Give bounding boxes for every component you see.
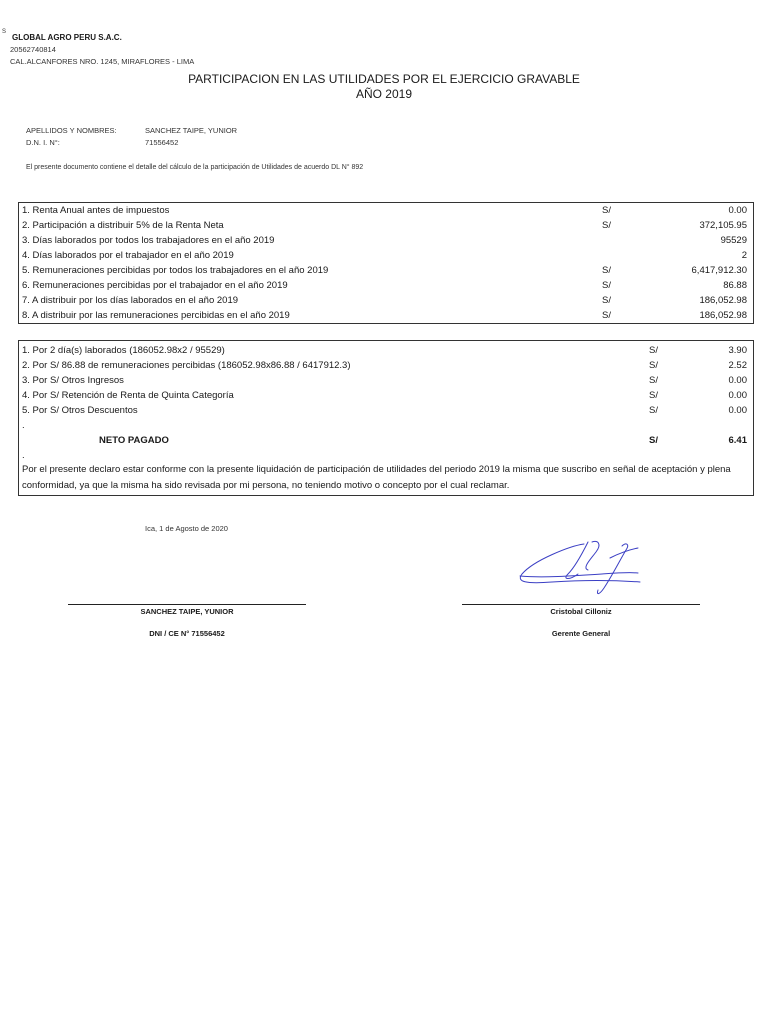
row-value: 0.00 xyxy=(728,390,747,401)
spacer-mark xyxy=(19,448,753,463)
row-value: 6,417,912.30 xyxy=(691,265,747,276)
row-currency: S/ xyxy=(649,390,658,401)
row-currency: S/ xyxy=(602,295,611,306)
date-line: Ica, 1 de Agosto de 2020 xyxy=(145,524,228,533)
row-currency: S/ xyxy=(602,265,611,276)
table-row xyxy=(19,403,753,418)
row-currency: S/ xyxy=(649,405,658,416)
row-label: 2. Participación a distribuir 5% de la Renta Neta xyxy=(22,220,224,231)
table-row xyxy=(19,278,753,293)
employee-name-label: APELLIDOS Y NOMBRES: xyxy=(26,126,117,135)
employee-name-value: SANCHEZ TAIPE, YUNIOR xyxy=(145,126,238,135)
employee-dni-label: D.N. I. N°: xyxy=(26,138,60,147)
net-paid-label: NETO PAGADO xyxy=(99,435,169,446)
row-currency: S/ xyxy=(649,360,658,371)
row-value: 0.00 xyxy=(728,205,747,216)
net-paid-value: 6.41 xyxy=(728,435,747,446)
dot-mark: . xyxy=(22,420,25,431)
worker-id: DNI / CE N° 71556452 xyxy=(149,629,225,638)
row-currency: S/ xyxy=(649,375,658,386)
row-label: 5. Remuneraciones percibidas por todos los trabajadores en el año 2019 xyxy=(22,265,329,276)
row-value: 95529 xyxy=(720,235,747,246)
table-row xyxy=(19,203,753,218)
row-label: 3. Días laborados por todos los trabajadores en el año 2019 xyxy=(22,235,275,246)
row-value: 0.00 xyxy=(728,375,747,386)
worker-name: SANCHEZ TAIPE, YUNIOR xyxy=(140,607,234,616)
manager-name: Cristobal Cilloniz xyxy=(550,607,612,616)
manager-signature-line xyxy=(462,604,700,605)
spacer-mark xyxy=(19,418,753,433)
table-row xyxy=(19,388,753,403)
row-value: 372,105.95 xyxy=(699,220,747,231)
document-year: AÑO 2019 xyxy=(355,87,413,101)
company-name: GLOBAL AGRO PERU S.A.C. xyxy=(12,33,122,42)
worker-signature-line xyxy=(68,604,306,605)
row-currency: S/ xyxy=(649,345,658,356)
row-currency: S/ xyxy=(602,310,611,321)
row-label: 5. Por S/ Otros Descuentos xyxy=(22,405,138,416)
company-ruc: 20562740814 xyxy=(10,45,56,54)
row-label: 6. Remuneraciones percibidas por el trabajador en el año 2019 xyxy=(22,280,288,291)
row-label: 2. Por S/ 86.88 de remuneraciones percibidas (186052.98x86.88 / 6417912.3) xyxy=(22,360,351,371)
company-address: CAL.ALCANFORES NRO. 1245, MIRAFLORES - LIMA xyxy=(10,57,195,66)
row-label: 4. Días laborados por el trabajador en el año 2019 xyxy=(22,250,234,261)
row-value: 186,052.98 xyxy=(699,310,747,321)
manager-signature xyxy=(512,536,644,598)
row-currency: S/ xyxy=(602,205,611,216)
net-paid-row xyxy=(19,433,753,448)
row-currency: S/ xyxy=(602,280,611,291)
row-label: 8. A distribuir por las remuneraciones percibidas en el año 2019 xyxy=(22,310,290,321)
table-row xyxy=(19,293,753,308)
declaration-text: Por el presente declaro estar conforme con la presente liquidación de participación de utilidades del periodo 2019 la misma que suscribo en señal de aceptación y plena conformidad, ya que la misma ha sido revisada por mi persona, no teniendo motivo o concepto por el cual reclamar. xyxy=(22,464,731,491)
row-label: 4. Por S/ Retención de Renta de Quinta Categoría xyxy=(22,390,234,401)
row-value: 0.00 xyxy=(728,405,747,416)
table-row xyxy=(19,308,753,323)
table-row xyxy=(19,218,753,233)
net-paid-currency: S/ xyxy=(649,435,658,446)
row-label: 1. Renta Anual antes de impuestos xyxy=(22,205,170,216)
manager-role: Gerente General xyxy=(551,629,611,638)
row-currency: S/ xyxy=(602,220,611,231)
payment-table xyxy=(18,340,754,496)
document-title: PARTICIPACION EN LAS UTILIDADES POR EL EJERCICIO GRAVABLE xyxy=(188,72,580,86)
row-value: 2 xyxy=(741,250,747,261)
corner-mark: S xyxy=(2,29,7,35)
row-value: 2.52 xyxy=(728,360,747,371)
row-label: 7. A distribuir por los días laborados en el año 2019 xyxy=(22,295,239,306)
row-value: 186,052.98 xyxy=(699,295,747,306)
row-label: 1. Por 2 día(s) laborados (186052.98x2 / 95529) xyxy=(22,345,225,356)
table-row xyxy=(19,373,753,388)
calculation-table xyxy=(18,202,754,324)
employee-dni-value: 71556452 xyxy=(145,138,179,147)
table-row xyxy=(19,248,753,263)
row-value: 86.88 xyxy=(723,280,747,291)
table-row xyxy=(19,358,753,373)
row-label: 3. Por S/ Otros Ingresos xyxy=(22,375,124,386)
table-row xyxy=(19,263,753,278)
dot-mark: . xyxy=(22,450,25,461)
legal-note: El presente documento contiene el detalle del cálculo de la participación de Utilidades de acuerdo DL N° 892 xyxy=(26,164,364,171)
table-row xyxy=(19,233,753,248)
table-row xyxy=(19,343,753,358)
row-value: 3.90 xyxy=(728,345,747,356)
